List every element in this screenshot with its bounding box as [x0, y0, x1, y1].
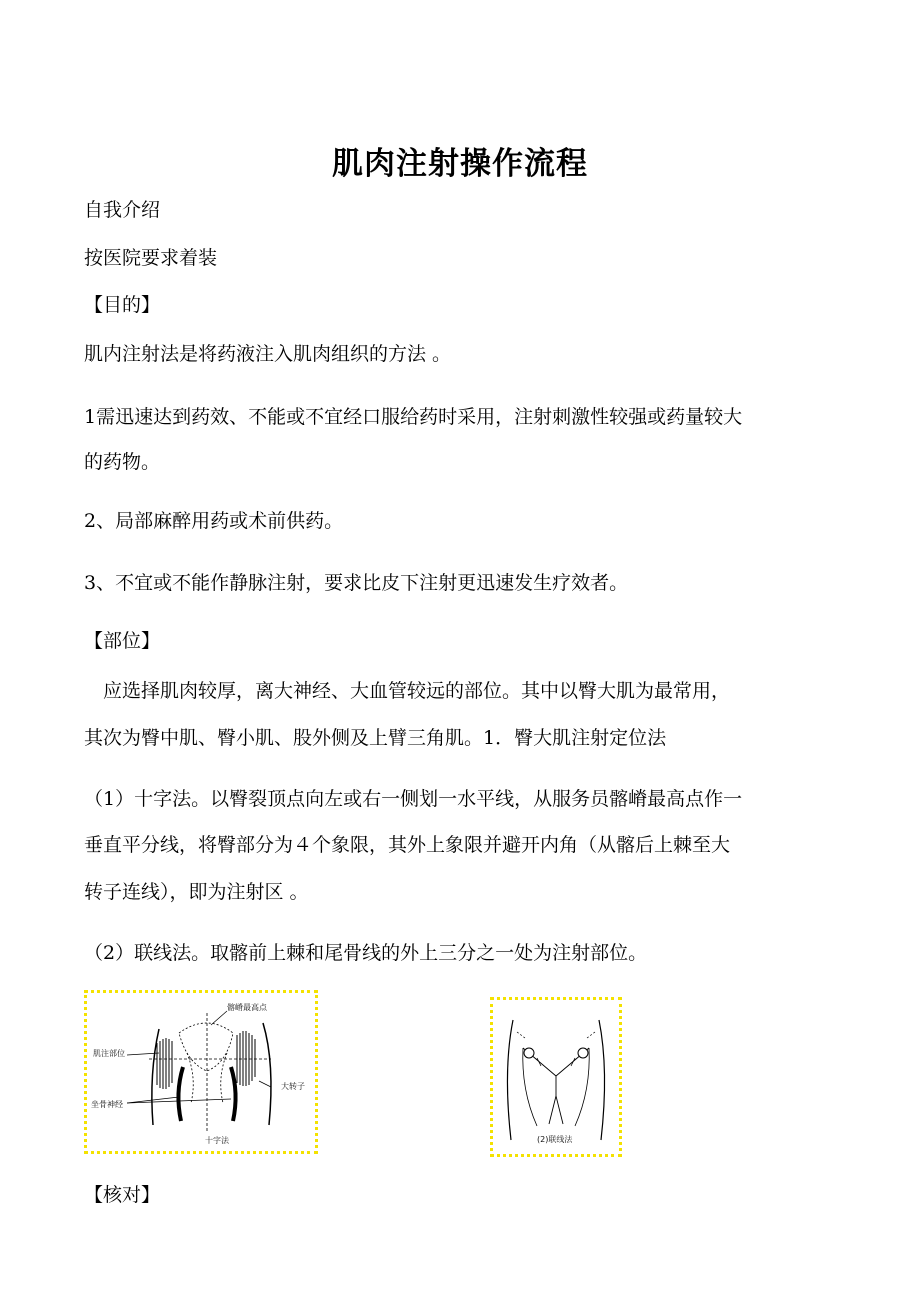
- text-line: 自我介绍: [84, 199, 161, 221]
- text-line: 肌内注射法是将药液注入肌肉组织的方法 。: [84, 343, 452, 365]
- text-line: 应选择肌肉较厚，离大神经、大血管较远的部位。其中以臀大肌为最常用，: [84, 680, 731, 702]
- text-line: 其次为臀中肌、臀小肌、股外侧及上臂三角肌。1．臀大肌注射定位法: [84, 727, 667, 749]
- figure-cross-method: [84, 990, 318, 1154]
- label-injection-site: 肌注部位: [93, 1049, 125, 1058]
- section-heading-site: 【部位】: [84, 630, 161, 652]
- text-line: （2）联线法。取髂前上棘和尾骨线的外上三分之一处为注射部位。: [84, 942, 648, 964]
- text-line: 转子连线），即为注射区 。: [84, 881, 309, 903]
- buttock-cross-diagram: [87, 993, 315, 1151]
- text-line: 2、局部麻醉用药或术前供药。: [84, 510, 344, 532]
- injection-point-right: [578, 1048, 588, 1058]
- text-line: 3、不宜或不能作静脉注射，要求比皮下注射更迅速发生疗效者。: [84, 572, 629, 594]
- injection-point-left: [524, 1048, 534, 1058]
- page-title: 肌肉注射操作流程: [332, 146, 588, 182]
- label-iliac-crest: 髂嵴最高点: [227, 1003, 267, 1012]
- text-line: 1需迅速达到药效、不能或不宜经口服给药时采用，注射刺激性较强或药量较大: [84, 406, 743, 428]
- figure-caption-line: (2)联线法: [537, 1135, 573, 1144]
- text-line: 的药物。: [84, 451, 161, 473]
- label-sciatic-nerve: 坐骨神经: [91, 1100, 123, 1109]
- section-heading-verify: 【核对】: [84, 1184, 161, 1206]
- text-line: 垂直平分线，将臀部分为４个象限，其外上象限并避开内角（从髂后上棘至大: [84, 834, 731, 856]
- figure-caption-cross: 十字法: [205, 1136, 229, 1145]
- text-line: （1）十字法。以臀裂顶点向左或右一侧划一水平线，从服务员髂嵴最高点作一: [84, 788, 743, 810]
- buttock-line-diagram: [493, 1000, 619, 1154]
- text-line: 按医院要求着装: [84, 247, 218, 269]
- figure-line-method: [490, 997, 622, 1157]
- label-greater-trochanter: 大转子: [281, 1082, 305, 1091]
- section-heading-purpose: 【目的】: [84, 294, 161, 316]
